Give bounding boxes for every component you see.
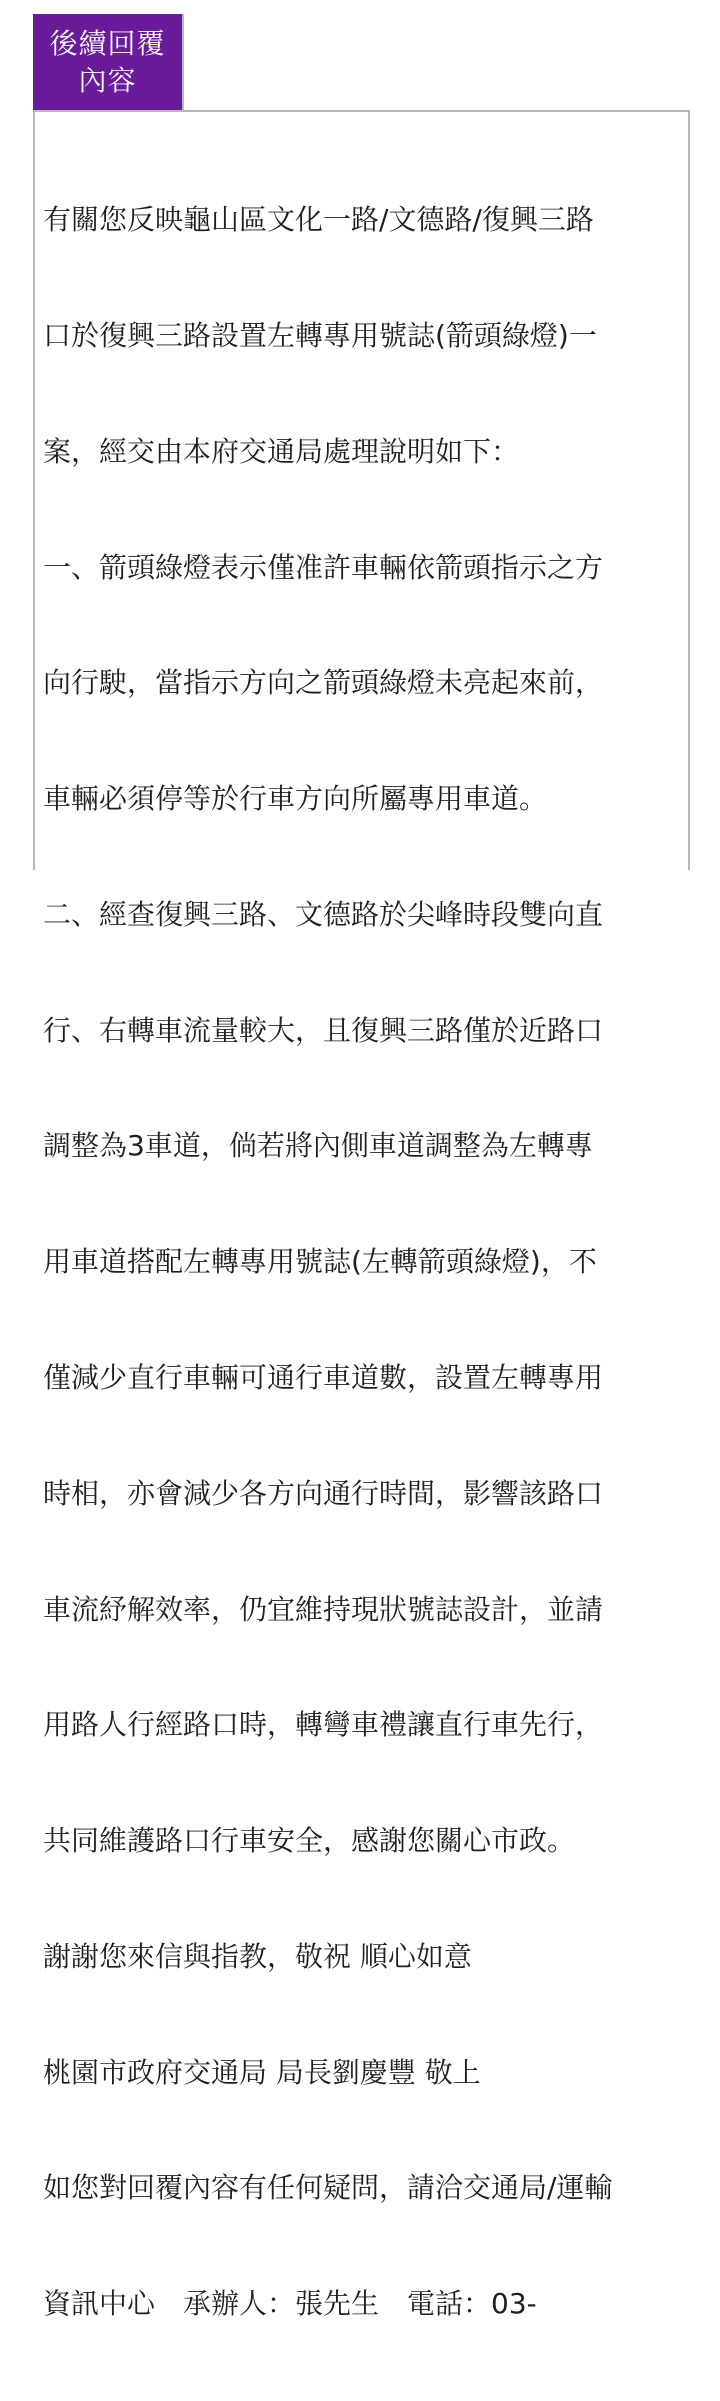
reply-line-19: 資訊中心 承辦人：張先生 電話：03- bbox=[43, 2287, 537, 2321]
reply-line-1: 有關您反映龜山區文化一路/文德路/復興三路 bbox=[43, 203, 594, 237]
reply-line-7: 二、經查復興三路、文德路於尖峰時段雙向直 bbox=[43, 897, 604, 931]
reply-content-text bbox=[43, 124, 679, 2401]
reply-line-15: 共同維護路口行車安全，感謝您關心市政。 bbox=[43, 1824, 576, 1858]
reply-line-10: 用車道搭配左轉專用號誌(左轉箭頭綠燈)，不 bbox=[43, 1245, 597, 1279]
reply-line-5: 向行駛，當指示方向之箭頭綠燈未亮起來前， bbox=[43, 666, 604, 700]
reply-line-3: 案，經交由本府交通局處理說明如下： bbox=[43, 434, 520, 468]
reply-line-9: 調整為3車道，倘若將內側車道調整為左轉專 bbox=[43, 1129, 593, 1163]
reply-line-12: 時相，亦會減少各方向通行時間，影響該路口 bbox=[43, 1476, 604, 1510]
reply-line-8: 行、右轉車流量較大，且復興三路僅於近路口 bbox=[43, 1013, 604, 1047]
reply-line-2: 口於復興三路設置左轉專用號誌(箭頭綠燈)一 bbox=[43, 318, 597, 352]
reply-line-18: 如您對回覆內容有任何疑問，請洽交通局/運輸 bbox=[43, 2171, 613, 2205]
reply-content-cell bbox=[33, 110, 690, 2321]
reply-header-line-2: 內容 bbox=[78, 64, 137, 97]
reply-line-6: 車輛必須停等於行車方向所屬專用車道。 bbox=[43, 782, 548, 816]
reply-line-16: 謝謝您來信與指教，敬祝 順心如意 bbox=[43, 1939, 472, 1973]
reply-line-4: 一、箭頭綠燈表示僅准許車輛依箭頭指示之方 bbox=[43, 550, 604, 584]
reply-line-14: 用路人行經路口時，轉彎車禮讓直行車先行， bbox=[43, 1708, 604, 1742]
reply-header-label bbox=[48, 25, 168, 99]
reply-header-cell bbox=[33, 14, 184, 110]
reply-line-13: 車流紓解效率，仍宜維持現狀號誌設計，並請 bbox=[43, 1592, 604, 1626]
reply-header-line-1: 後續回覆 bbox=[49, 27, 166, 60]
reply-line-17: 桃園市政府交通局 局長劉慶豐 敬上 bbox=[43, 2055, 481, 2089]
reply-line-11: 僅減少直行車輛可通行車道數，設置左轉專用 bbox=[43, 1361, 604, 1394]
